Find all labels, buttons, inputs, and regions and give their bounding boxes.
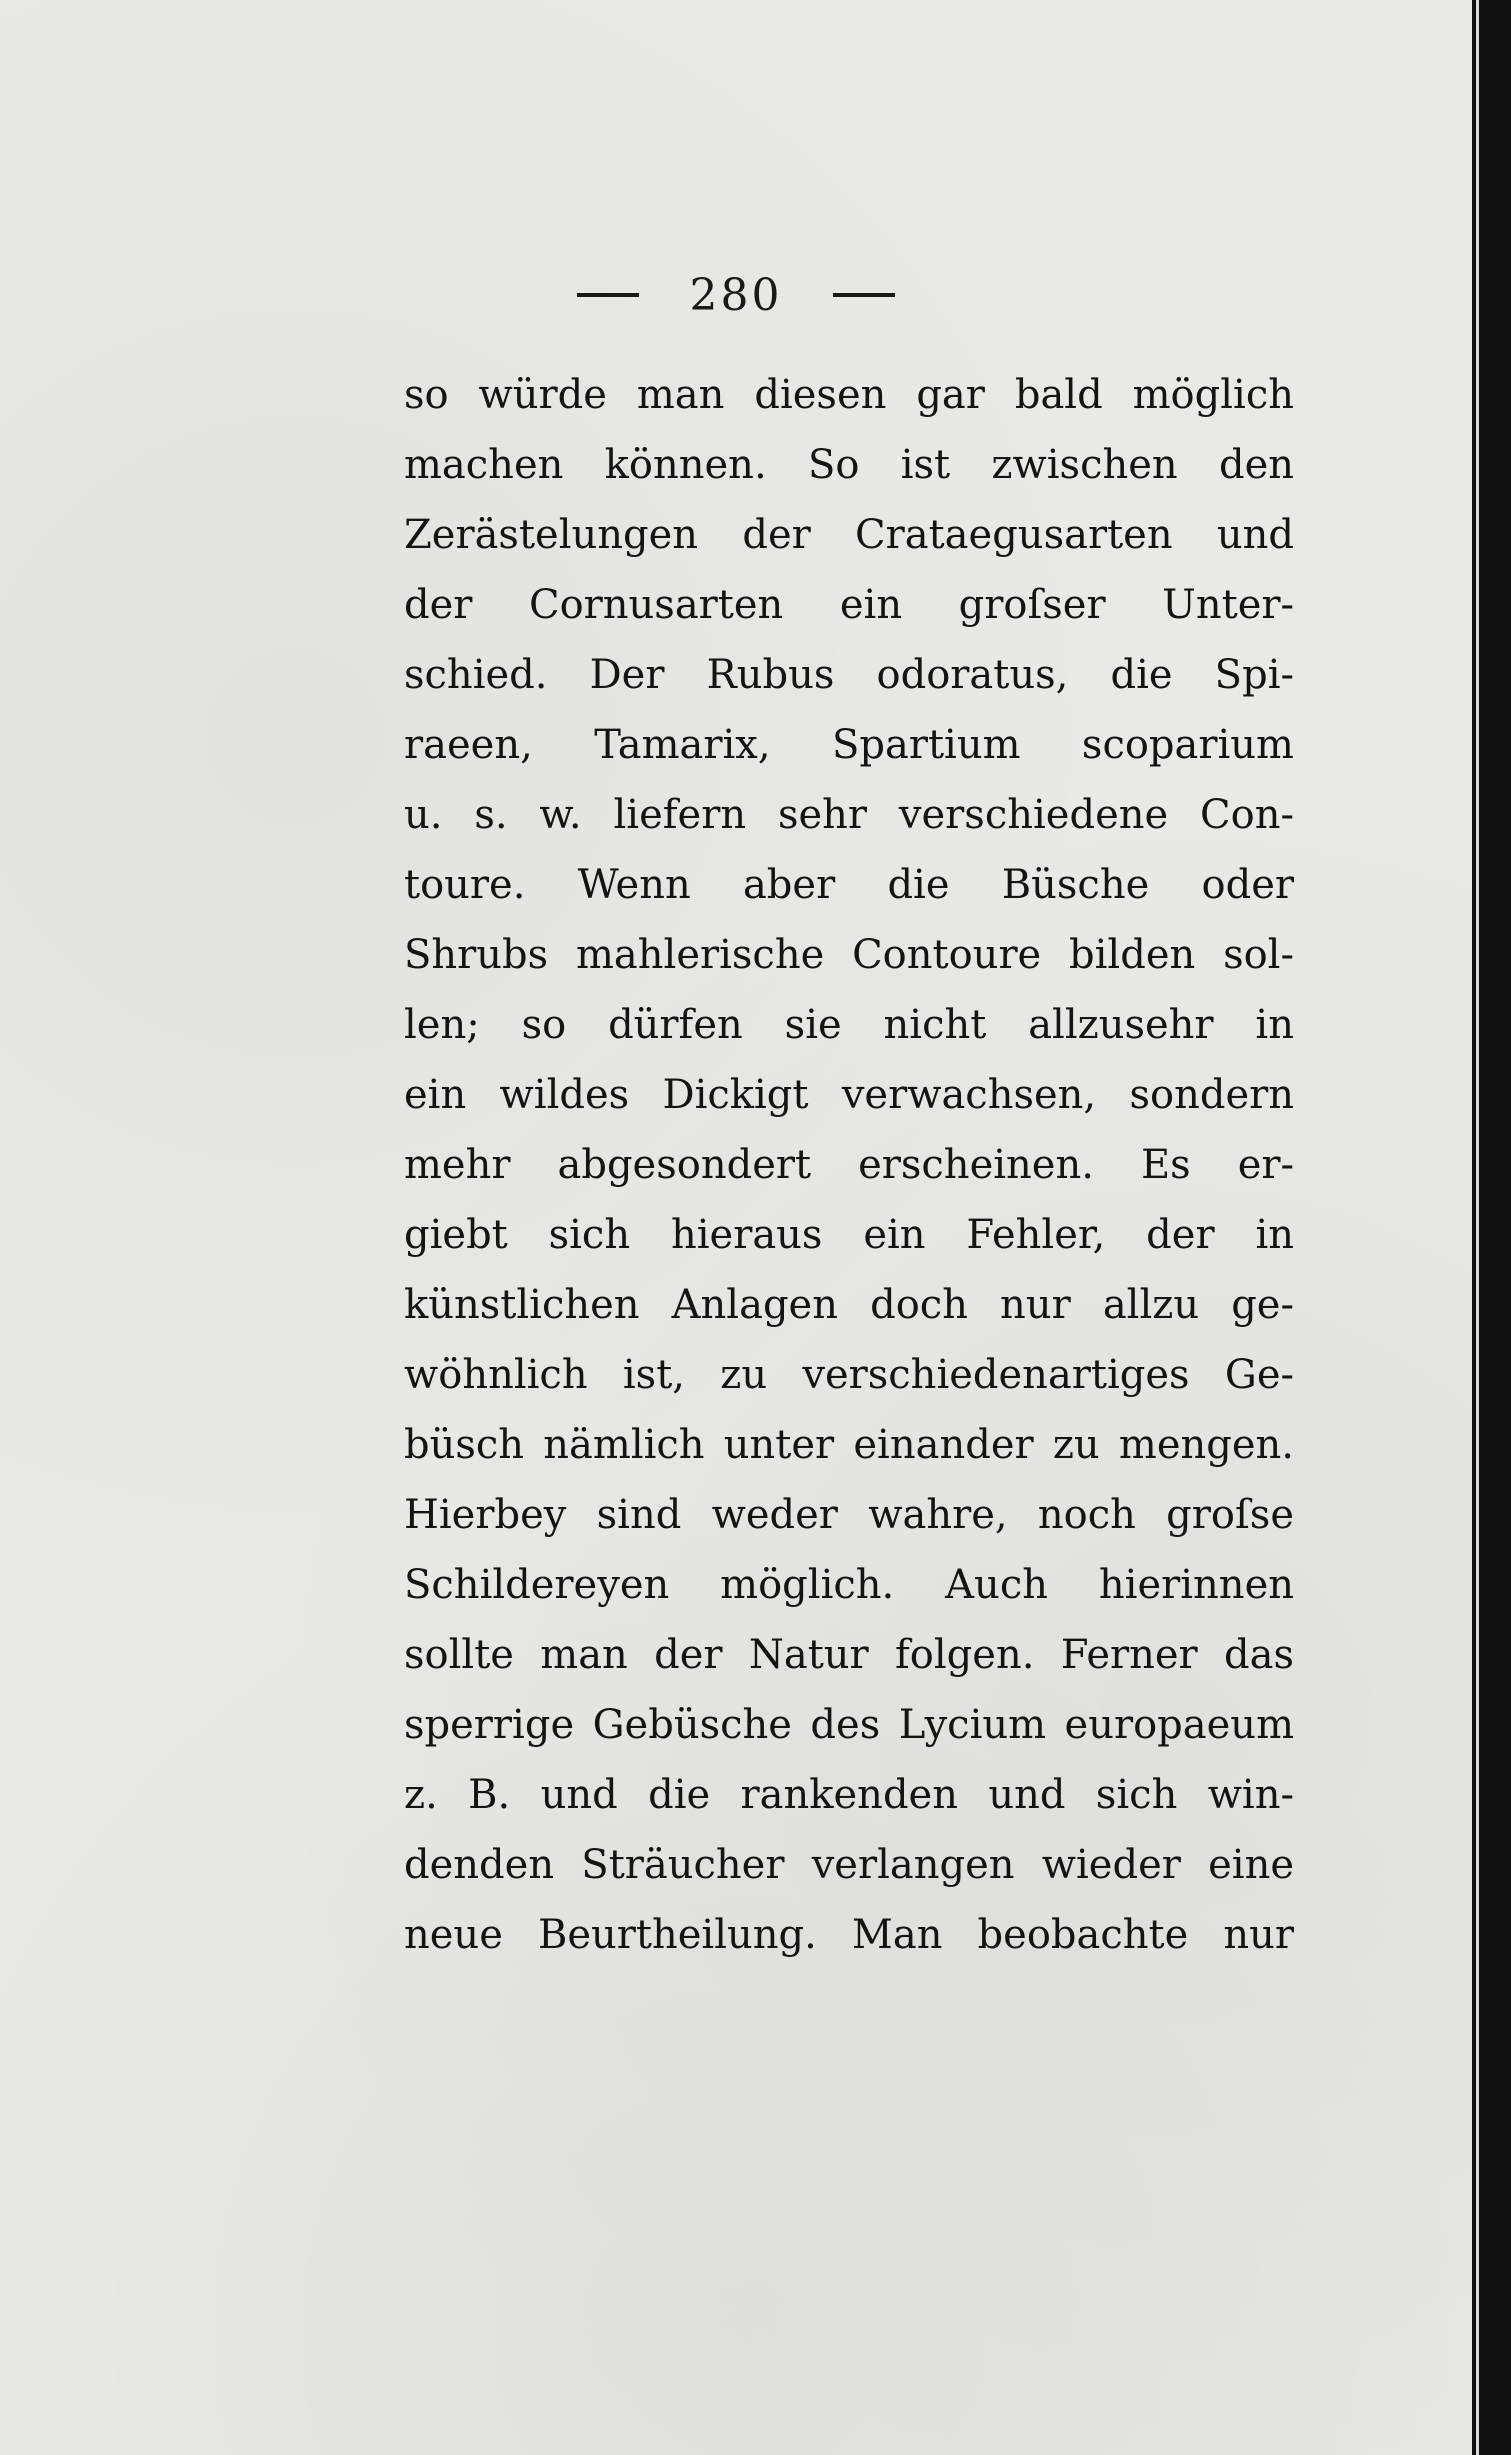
text-line: mehr abgesondert erscheinen. Es er-	[404, 1142, 1294, 1188]
text-line: neue Beurtheilung. Man beobachte nur	[404, 1912, 1294, 1958]
text-line: wöhnlich ist, zu verschiedenartiges Ge-	[404, 1352, 1294, 1398]
header-dash-left	[577, 293, 639, 297]
text-line: u. s. w. liefern sehr verschiedene Con-	[404, 792, 1294, 838]
text-line: ein wildes Dickigt verwachsen, sondern	[404, 1072, 1294, 1118]
page-header	[0, 270, 1472, 330]
text-line: giebt sich hieraus ein Fehler, der in	[404, 1212, 1294, 1258]
text-line: z. B. und die rankenden und sich win-	[404, 1772, 1294, 1818]
text-line: schied. Der Rubus odoratus, die Spi-	[404, 652, 1294, 698]
text-line: denden Sträucher verlangen wieder eine	[404, 1842, 1294, 1888]
text-line: raeen, Tamarix, Spartium scoparium	[404, 722, 1294, 768]
body-text	[404, 360, 1294, 1970]
text-line: sperrige Gebüsche des Lycium europaeum	[404, 1702, 1294, 1748]
text-line: machen können. So ist zwischen den	[404, 442, 1294, 488]
text-line: büsch nämlich unter einander zu mengen.	[404, 1422, 1294, 1468]
text-line: Zerästelungen der Crataegusarten und	[404, 512, 1294, 558]
text-line: sollte man der Natur folgen. Ferner das	[404, 1632, 1294, 1678]
text-line: len; so dürfen sie nicht allzusehr in	[404, 1002, 1294, 1048]
page-number: 280	[689, 270, 783, 321]
text-line: toure. Wenn aber die Büsche oder	[404, 862, 1294, 908]
text-line: Hierbey sind weder wahre, noch groſse	[404, 1492, 1294, 1538]
text-line: Schildereyen möglich. Auch hierinnen	[404, 1562, 1294, 1608]
text-line: Shrubs mahlerische Contoure bilden sol-	[404, 932, 1294, 978]
text-line: der Cornusarten ein groſser Unter-	[404, 582, 1294, 628]
header-dash-right	[833, 293, 895, 297]
text-line: so würde man diesen gar bald möglich	[404, 372, 1294, 418]
text-line: künstlichen Anlagen doch nur allzu ge-	[404, 1282, 1294, 1328]
page-edge-line	[1476, 0, 1479, 2455]
